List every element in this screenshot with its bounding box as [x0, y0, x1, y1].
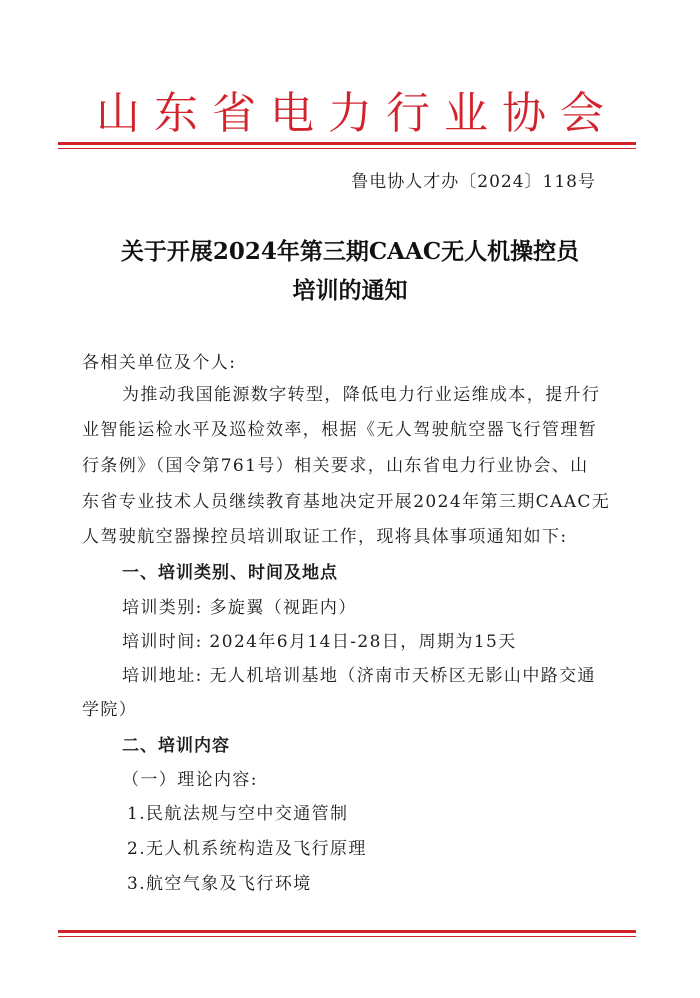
- organization-name: 山东省电力行业协会: [96, 88, 618, 139]
- training-time: 培训时间: 2024年6月14日-28日，周期为15天: [122, 632, 517, 652]
- content-item: 3.航空气象及飞行环境: [127, 874, 312, 894]
- footer-rule-thick: [58, 930, 636, 933]
- content-item: 1.民航法规与空中交通管制: [127, 804, 349, 824]
- intro-line: 为推动我国能源数字转型，降低电力行业运维成本，提升行: [122, 385, 601, 405]
- salutation: 各相关单位及个人:: [82, 353, 237, 373]
- training-category: 培训类别: 多旋翼（视距内）: [122, 598, 357, 618]
- intro-line: 行条例》（国令第761号）相关要求，山东省电力行业协会、山: [82, 456, 589, 476]
- training-location: 培训地址: 无人机培训基地（济南市天桥区无影山中路交通: [122, 666, 596, 686]
- theory-subheading: （一）理论内容:: [122, 770, 258, 790]
- header-rule-thick: [58, 142, 636, 145]
- section-2-heading: 二、培训内容: [122, 736, 230, 756]
- footer-rule-thin: [58, 936, 636, 937]
- document-title-line-2: 培训的通知: [292, 277, 408, 304]
- document-title-line-1: 关于开展2024年第三期CAAC无人机操控员: [120, 238, 580, 265]
- intro-line: 东省专业技术人员继续教育基地决定开展2024年第三期CAAC无: [82, 492, 611, 512]
- intro-line: 人驾驶航空器操控员培训取证工作，现将具体事项通知如下:: [82, 527, 568, 547]
- training-location-cont: 学院）: [82, 700, 138, 720]
- intro-line: 业智能运检水平及巡检效率，根据《无人驾驶航空器飞行管理暂: [82, 420, 598, 440]
- document-number: 鲁电协人才办〔2024〕118号: [351, 172, 596, 192]
- content-item: 2.无人机系统构造及飞行原理: [127, 839, 367, 859]
- section-1-heading: 一、培训类别、时间及地点: [122, 563, 338, 583]
- header-rule-thin: [58, 148, 636, 149]
